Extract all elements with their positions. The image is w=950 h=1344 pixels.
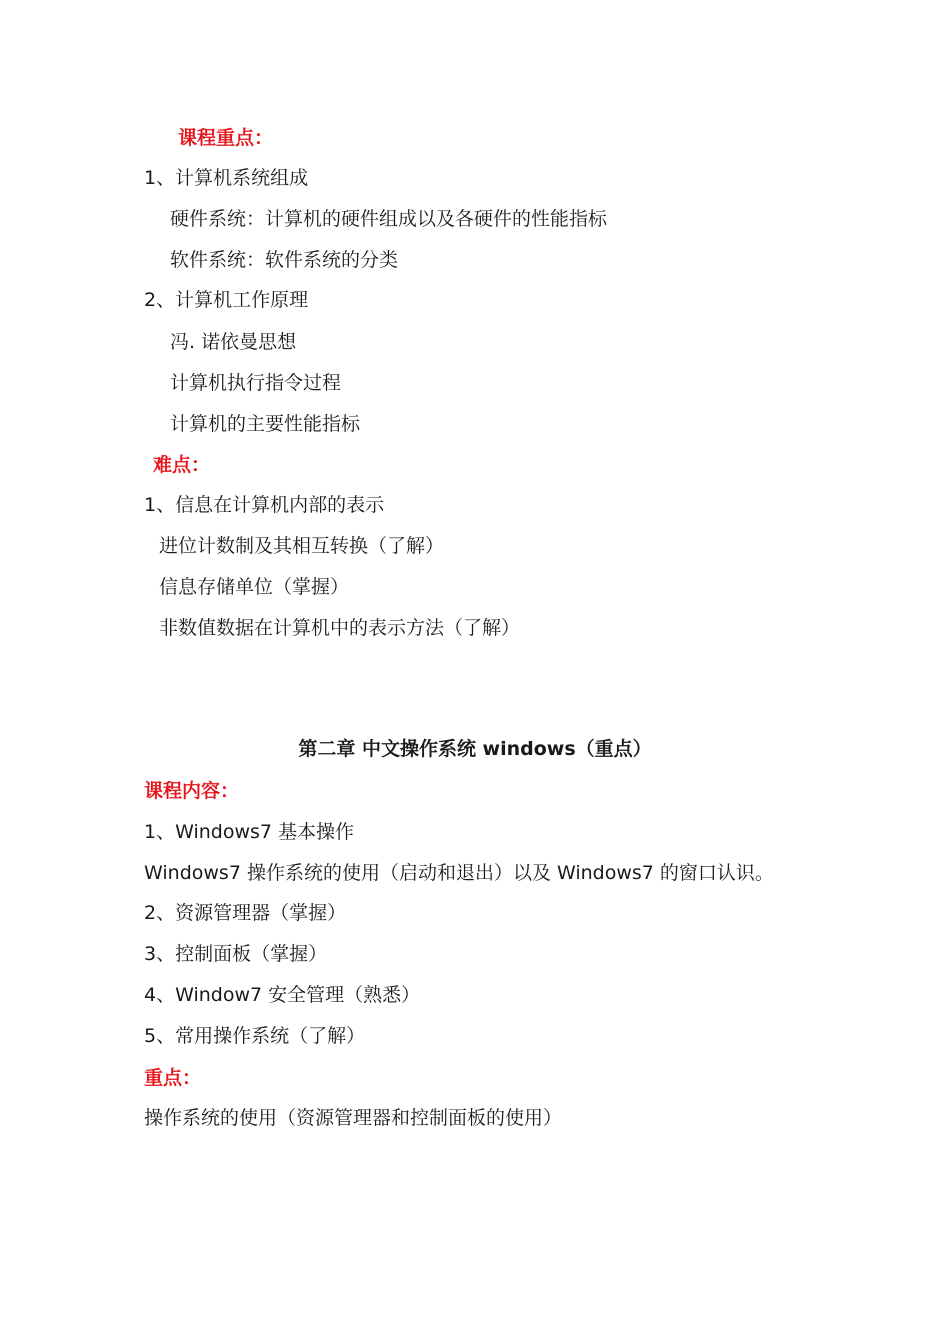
list-item: 1、信息在计算机内部的表示 xyxy=(144,494,385,516)
list-item: 4、Window7 安全管理（熟悉） xyxy=(144,984,421,1006)
list-item: 硬件系统：计算机的硬件组成以及各硬件的性能指标 xyxy=(170,208,608,230)
key-points-heading: 课程重点： xyxy=(178,127,274,149)
list-item: 信息存储单位（掌握） xyxy=(159,576,350,598)
list-item: Windows7 操作系统的使用（启动和退出）以及 Windows7 的窗口认识。 xyxy=(144,862,774,884)
list-item: 1、计算机系统组成 xyxy=(144,167,309,189)
list-item: 计算机的主要性能指标 xyxy=(170,413,361,435)
list-item: 2、资源管理器（掌握） xyxy=(144,902,347,924)
list-item: 2、计算机工作原理 xyxy=(144,289,309,311)
list-item: 5、常用操作系统（了解） xyxy=(144,1025,366,1047)
list-item: 3、控制面板（掌握） xyxy=(144,943,328,965)
list-item: 冯. 诺依曼思想 xyxy=(170,331,297,353)
list-item: 软件系统：软件系统的分类 xyxy=(170,249,399,271)
course-content-heading: 课程内容： xyxy=(144,780,240,802)
key-text: 操作系统的使用（资源管理器和控制面板的使用） xyxy=(144,1107,563,1129)
list-item: 进位计数制及其相互转换（了解） xyxy=(159,535,445,557)
chapter-title: 第二章 中文操作系统 windows（重点） xyxy=(298,738,652,760)
difficult-points-heading: 难点： xyxy=(153,454,211,476)
list-item: 1、Windows7 基本操作 xyxy=(144,821,355,843)
list-item: 非数值数据在计算机中的表示方法（了解） xyxy=(159,617,521,639)
list-item: 计算机执行指令过程 xyxy=(170,372,342,394)
key-heading: 重点： xyxy=(144,1067,202,1089)
